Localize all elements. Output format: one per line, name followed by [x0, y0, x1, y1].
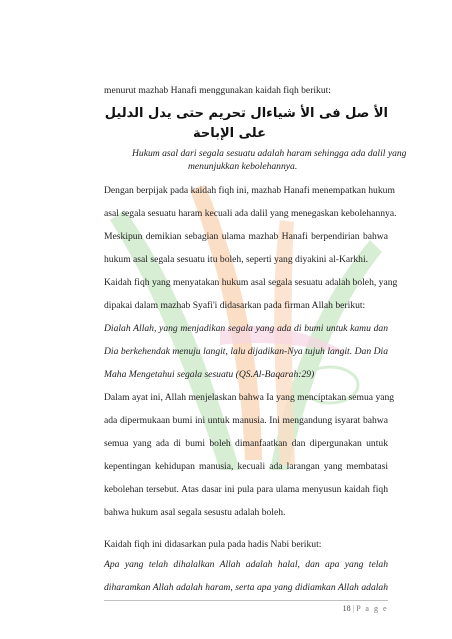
page-footer — [343, 604, 388, 613]
paragraph-1-line: asal segala sesuatu haram kecuali ada dalil yang menegaskan kebolehannya. — [104, 208, 397, 219]
paragraph-1-line: Dengan berpijak pada kaidah fiqh ini, mazhab Hanafi menempatkan hukum — [104, 185, 395, 196]
intro-line: menurut mazhab Hanafi menggunakan kaidah fiqh berikut: — [104, 85, 331, 96]
quran-quote-line: Dialah Allah, yang menjadikan segala yang ada di bumi untuk kamu dan — [104, 323, 388, 334]
paragraph-3-line: bahwa hukum asal segala sesustu adalah boleh. — [104, 507, 286, 518]
paragraph-1-line: hukum asal segala sesuatu itu boleh, seperti yang diyakini al-Karkhi. — [104, 254, 369, 265]
arabic-text-line-1: الأ صل فى الأ شياءال تحريم حتى يدل الدليل — [104, 106, 388, 121]
paragraph-3-line: ada dipermukaan bumi ini untuk manusia. Ini mengandung isyarat bahwa — [104, 415, 388, 426]
page-label: P a g e — [356, 604, 388, 613]
paragraph-2-line: dipakai dalam mazhab Syafi'i didasarkan pada firman Allah berikut: — [104, 300, 366, 311]
arabic-text-line-2: على الإباحة — [192, 126, 266, 141]
hadith-quote-line: Apa yang telah dihalalkan Allah adalah halal, dan apa yang telah — [104, 559, 388, 570]
translation-line-2: menunjukkan kebolehannya. — [188, 161, 298, 172]
paragraph-3-line: Dalam ayat ini, Allah menjelaskan bahwa Ia yang menciptakan semua yang — [104, 392, 395, 403]
hadith-quote-line: diharamkan Allah adalah haram, serta apa yang didiamkan Allah adalah — [104, 582, 388, 593]
paragraph-4: Kaidah fiqh ini didasarkan pula pada hadis Nabi berikut: — [104, 539, 322, 550]
translation-line-1: Hukum asal dari segala sesuatu adalah haram sehingga ada dalil yang — [132, 148, 407, 159]
paragraph-2-line: Kaidah fiqh yang menyatakan hukum asal segala sesuatu adalah boleh, yang — [104, 277, 398, 288]
paragraph-3-line: kebolehan tersebut. Atas dasar ini pula para ulama menyusun kaidah fiqh — [104, 484, 388, 495]
footer-divider — [104, 600, 388, 601]
paragraph-3-line: kepentingan kehidupan manusia, kecuali ada larangan yang membatasi — [104, 461, 388, 472]
footer-separator: | — [352, 604, 355, 613]
paragraph-1-line: Meskipun demikian sebagian ulama mazhab Hanafi berpendirian bahwa — [104, 231, 388, 242]
quran-quote-line: Dia berkehendak menuju langit, lalu dijadikan-Nya tujuh langit. Dan Dia — [104, 346, 388, 357]
quran-quote-line: Maha Mengetahui segala sesuatu (QS.Al-Baqarah:29) — [104, 369, 315, 380]
page-number: 18 — [342, 604, 351, 613]
paragraph-3-line: semua yang ada di bumi boleh dimanfaatkan dan dipergunakan untuk — [104, 438, 388, 449]
